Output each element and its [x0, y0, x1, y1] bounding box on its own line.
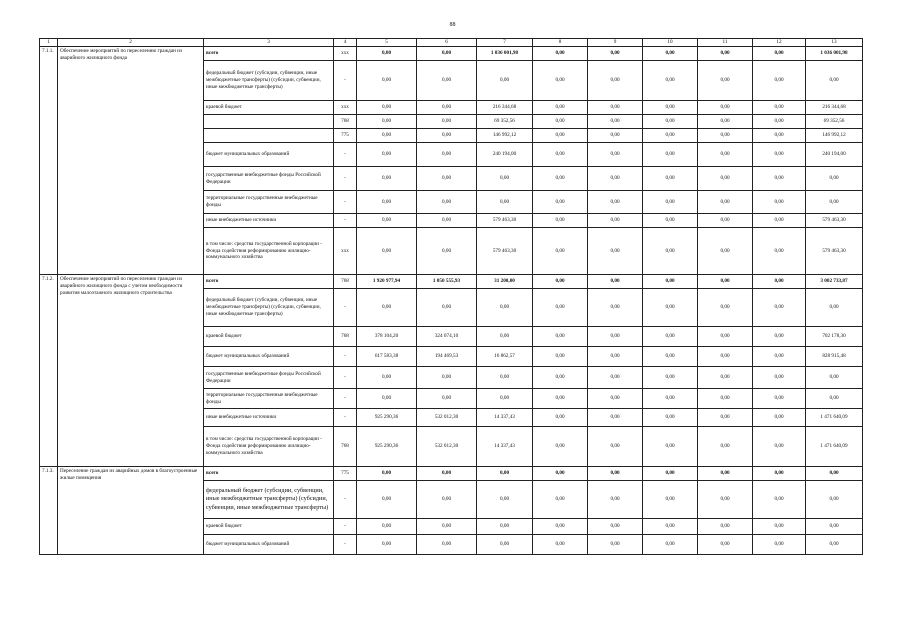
- funding-source: в том числе: средства государственной корпорации - Фонда содействия реформированию жилищно-коммунального хозяйства: [204, 427, 334, 467]
- value-cell: 0,00: [357, 389, 417, 409]
- value-cell: 1 050 555,93: [417, 275, 477, 289]
- column-number-header: [40, 39, 863, 47]
- value-cell: 0,00: [698, 535, 753, 555]
- value-cell: 0,00: [357, 228, 417, 275]
- value-cell: 0,00: [533, 519, 588, 535]
- value-cell: 0,00: [588, 275, 643, 289]
- value-cell: 0,00: [417, 47, 477, 61]
- funding-source: бюджет муниципальных образований: [204, 347, 334, 367]
- budget-code: 775: [334, 467, 357, 481]
- budget-code: -: [334, 347, 357, 367]
- column-number-6: 6: [417, 39, 477, 47]
- value-cell: 0,00: [698, 143, 753, 167]
- value-cell: 0,00: [753, 481, 806, 519]
- value-cell: 0,00: [357, 129, 417, 143]
- value-cell: 532 012,30: [417, 427, 477, 467]
- value-cell: 0,00: [698, 191, 753, 214]
- value-cell: 0,00: [753, 214, 806, 228]
- value-cell: 1 471 640,09: [806, 409, 863, 427]
- column-number-9: 9: [588, 39, 643, 47]
- value-cell: 0,00: [753, 409, 806, 427]
- funding-source: всего: [204, 47, 334, 61]
- value-cell: 0,00: [753, 327, 806, 347]
- value-cell: 0,00: [643, 275, 698, 289]
- value-cell: 14 337,43: [477, 427, 533, 467]
- column-number-4: 4: [334, 39, 357, 47]
- value-cell: 0,00: [357, 143, 417, 167]
- value-cell: 1 036 001,98: [806, 47, 863, 61]
- value-cell: 0,00: [753, 228, 806, 275]
- column-number-1: 1: [40, 39, 58, 47]
- value-cell: 0,00: [643, 519, 698, 535]
- value-cell: 0,00: [588, 535, 643, 555]
- value-cell: 0,00: [643, 427, 698, 467]
- value-cell: 0,00: [477, 191, 533, 214]
- funding-source: всего: [204, 467, 334, 481]
- value-cell: 0,00: [533, 327, 588, 347]
- value-cell: 69 352,56: [806, 115, 863, 129]
- funding-source: в том числе: средства государственной корпорации - Фонда содействия реформированию жилищно-коммунального хозяйства: [204, 228, 334, 275]
- value-cell: 0,00: [417, 61, 477, 101]
- value-cell: 0,00: [588, 115, 643, 129]
- funding-source: бюджет муниципальных образований: [204, 535, 334, 555]
- measure-name: Обеспечение мероприятий по переселению граждан из аварийного жилищного фонда с учетом необходимости развития малоэтажного жилищного строительства: [58, 275, 204, 467]
- budget-code: -: [334, 191, 357, 214]
- value-cell: 0,00: [753, 115, 806, 129]
- value-cell: 0,00: [806, 519, 863, 535]
- value-cell: 0,00: [533, 289, 588, 327]
- value-cell: 0,00: [753, 289, 806, 327]
- funding-source: краевой бюджет: [204, 327, 334, 347]
- value-cell: 0,00: [698, 47, 753, 61]
- value-cell: 0,00: [588, 347, 643, 367]
- value-cell: 0,00: [698, 167, 753, 191]
- value-cell: 0,00: [588, 367, 643, 389]
- value-cell: 0,00: [533, 129, 588, 143]
- value-cell: 0,00: [643, 327, 698, 347]
- value-cell: 0,00: [643, 143, 698, 167]
- value-cell: 0,00: [698, 481, 753, 519]
- value-cell: 0,00: [806, 467, 863, 481]
- value-cell: 0,00: [698, 409, 753, 427]
- value-cell: 0,00: [417, 481, 477, 519]
- value-cell: 0,00: [417, 535, 477, 555]
- value-cell: 14 337,43: [477, 409, 533, 427]
- value-cell: 0,00: [753, 519, 806, 535]
- value-cell: 1 471 640,09: [806, 427, 863, 467]
- budget-table: [39, 38, 863, 555]
- budget-code: -: [334, 214, 357, 228]
- value-cell: 0,00: [417, 167, 477, 191]
- value-cell: 31 200,00: [477, 275, 533, 289]
- value-cell: 617 583,38: [357, 347, 417, 367]
- value-cell: 0,00: [588, 467, 643, 481]
- value-cell: 146 992,12: [806, 129, 863, 143]
- budget-code: 768: [334, 275, 357, 289]
- value-cell: 0,00: [357, 467, 417, 481]
- budget-code: 768: [334, 115, 357, 129]
- value-cell: 0,00: [357, 101, 417, 115]
- value-cell: 0,00: [753, 191, 806, 214]
- value-cell: 0,00: [806, 481, 863, 519]
- value-cell: 0,00: [753, 167, 806, 191]
- value-cell: 0,00: [643, 167, 698, 191]
- value-cell: 194 469,53: [417, 347, 477, 367]
- value-cell: 0,00: [357, 289, 417, 327]
- value-cell: 0,00: [533, 275, 588, 289]
- funding-source: всего: [204, 275, 334, 289]
- value-cell: 925 290,36: [357, 409, 417, 427]
- budget-code: -: [334, 61, 357, 101]
- value-cell: 0,00: [806, 191, 863, 214]
- budget-code: 768: [334, 427, 357, 467]
- column-number-3: 3: [204, 39, 334, 47]
- value-cell: 0,00: [698, 289, 753, 327]
- value-cell: 0,00: [588, 327, 643, 347]
- value-cell: 0,00: [357, 519, 417, 535]
- funding-source: государственные внебюджетные фонды Российской Федерации: [204, 167, 334, 191]
- value-cell: 0,00: [477, 61, 533, 101]
- value-cell: 0,00: [357, 481, 417, 519]
- value-cell: 1 036 001,98: [477, 47, 533, 61]
- value-cell: 0,00: [698, 467, 753, 481]
- value-cell: 0,00: [357, 47, 417, 61]
- value-cell: 0,00: [753, 101, 806, 115]
- value-cell: 0,00: [477, 481, 533, 519]
- value-cell: 0,00: [477, 367, 533, 389]
- value-cell: 69 352,56: [477, 115, 533, 129]
- value-cell: 0,00: [753, 467, 806, 481]
- value-cell: 0,00: [643, 101, 698, 115]
- value-cell: 0,00: [643, 115, 698, 129]
- value-cell: 0,00: [698, 61, 753, 101]
- value-cell: 0,00: [477, 467, 533, 481]
- funding-source: территориальные государственные внебюджетные фонды: [204, 389, 334, 409]
- value-cell: 579 463,30: [477, 214, 533, 228]
- value-cell: 324 074,10: [417, 327, 477, 347]
- value-cell: 0,00: [698, 367, 753, 389]
- value-cell: 579 463,30: [806, 214, 863, 228]
- value-cell: 0,00: [643, 61, 698, 101]
- column-number-11: 11: [698, 39, 753, 47]
- value-cell: 0,00: [417, 389, 477, 409]
- funding-source: территориальные государственные внебюджетные фонды: [204, 191, 334, 214]
- value-cell: 0,00: [753, 535, 806, 555]
- value-cell: 0,00: [588, 143, 643, 167]
- item-number: 7.1.2.: [40, 275, 58, 467]
- value-cell: 0,00: [417, 214, 477, 228]
- funding-source: иные внебюджетные источники: [204, 214, 334, 228]
- budget-code: xxx: [334, 101, 357, 115]
- column-number-13: 13: [806, 39, 863, 47]
- value-cell: 0,00: [533, 467, 588, 481]
- value-cell: 0,00: [698, 115, 753, 129]
- value-cell: 0,00: [643, 347, 698, 367]
- value-cell: 0,00: [477, 289, 533, 327]
- value-cell: 0,00: [533, 191, 588, 214]
- value-cell: 0,00: [417, 143, 477, 167]
- value-cell: 0,00: [753, 47, 806, 61]
- value-cell: 0,00: [753, 61, 806, 101]
- value-cell: 216 344,68: [806, 101, 863, 115]
- column-number-12: 12: [753, 39, 806, 47]
- value-cell: 0,00: [643, 289, 698, 327]
- measure-name: Обеспечение мероприятий по переселению граждан из аварийного жилищного фонда: [58, 47, 204, 275]
- funding-source: федеральный бюджет (субсидии, субвенции, иные межбюджетные трансферты) (субсидии, субвенции, иные межбюджетные трансферты): [204, 289, 334, 327]
- value-cell: 0,00: [417, 115, 477, 129]
- value-cell: 0,00: [357, 214, 417, 228]
- funding-source: краевой бюджет: [204, 101, 334, 115]
- value-cell: 579 463,30: [806, 228, 863, 275]
- value-cell: 0,00: [588, 409, 643, 427]
- budget-code: -: [334, 409, 357, 427]
- value-cell: 0,00: [533, 101, 588, 115]
- value-cell: 0,00: [417, 228, 477, 275]
- value-cell: 0,00: [698, 427, 753, 467]
- value-cell: 0,00: [417, 289, 477, 327]
- value-cell: 0,00: [698, 101, 753, 115]
- value-cell: 0,00: [357, 191, 417, 214]
- value-cell: 0,00: [588, 129, 643, 143]
- budget-code: -: [334, 367, 357, 389]
- column-number-8: 8: [533, 39, 588, 47]
- budget-code: 768: [334, 327, 357, 347]
- value-cell: 0,00: [753, 427, 806, 467]
- value-cell: 0,00: [643, 367, 698, 389]
- table-row: [40, 275, 863, 289]
- value-cell: 0,00: [417, 191, 477, 214]
- budget-code: xxx: [334, 228, 357, 275]
- value-cell: 0,00: [643, 191, 698, 214]
- funding-source: краевой бюджет: [204, 519, 334, 535]
- value-cell: 0,00: [643, 467, 698, 481]
- value-cell: 16 862,57: [477, 347, 533, 367]
- value-cell: 0,00: [533, 481, 588, 519]
- value-cell: 0,00: [698, 327, 753, 347]
- value-cell: 0,00: [533, 167, 588, 191]
- value-cell: 532 012,30: [417, 409, 477, 427]
- budget-code: -: [334, 143, 357, 167]
- item-number: 7.1.3.: [40, 467, 58, 555]
- funding-source: [204, 115, 334, 129]
- page-number: 88: [449, 22, 456, 28]
- funding-source: федеральный бюджет (субсидии, субвенции, иные межбюджетные трансферты) (субсидии, субвенции, иные межбюджетные трансферты): [204, 61, 334, 101]
- value-cell: 0,00: [643, 409, 698, 427]
- value-cell: 0,00: [357, 61, 417, 101]
- budget-code: -: [334, 389, 357, 409]
- budget-code: -: [334, 289, 357, 327]
- value-cell: 0,00: [753, 367, 806, 389]
- funding-source: государственные внебюджетные фонды Российской Федерации: [204, 367, 334, 389]
- column-number-7: 7: [477, 39, 533, 47]
- value-cell: 0,00: [357, 535, 417, 555]
- value-cell: 0,00: [533, 427, 588, 467]
- item-number: 7.1.1.: [40, 47, 58, 275]
- value-cell: 0,00: [357, 167, 417, 191]
- value-cell: 240 194,00: [477, 143, 533, 167]
- value-cell: 0,00: [806, 367, 863, 389]
- value-cell: 0,00: [806, 289, 863, 327]
- column-number-2: 2: [58, 39, 204, 47]
- value-cell: 0,00: [533, 535, 588, 555]
- value-cell: 0,00: [698, 347, 753, 367]
- value-cell: 0,00: [357, 115, 417, 129]
- value-cell: 0,00: [533, 389, 588, 409]
- funding-source: федеральный бюджет (субсидии, субвенции, иные межбюджетные трансферты) (субсидии, субвенции, иные межбюджетные трансферты): [204, 481, 334, 519]
- value-cell: 925 290,36: [357, 427, 417, 467]
- value-cell: 378 104,20: [357, 327, 417, 347]
- value-cell: 0,00: [588, 47, 643, 61]
- value-cell: 0,00: [533, 367, 588, 389]
- budget-code: -: [334, 519, 357, 535]
- value-cell: 0,00: [417, 101, 477, 115]
- value-cell: 0,00: [698, 519, 753, 535]
- value-cell: 0,00: [588, 289, 643, 327]
- value-cell: 0,00: [533, 214, 588, 228]
- value-cell: 0,00: [417, 519, 477, 535]
- value-cell: 0,00: [643, 47, 698, 61]
- value-cell: 0,00: [753, 275, 806, 289]
- funding-source: [204, 129, 334, 143]
- value-cell: 0,00: [533, 347, 588, 367]
- value-cell: 0,00: [753, 129, 806, 143]
- value-cell: 0,00: [477, 389, 533, 409]
- table-row: [40, 47, 863, 61]
- value-cell: 828 915,48: [806, 347, 863, 367]
- value-cell: 0,00: [753, 143, 806, 167]
- value-cell: 702 178,30: [806, 327, 863, 347]
- value-cell: 1 920 977,94: [357, 275, 417, 289]
- value-cell: 0,00: [533, 115, 588, 129]
- value-cell: 0,00: [643, 389, 698, 409]
- budget-code: -: [334, 481, 357, 519]
- budget-code: -: [334, 167, 357, 191]
- table-row: [40, 467, 863, 481]
- value-cell: 0,00: [533, 143, 588, 167]
- value-cell: 0,00: [477, 519, 533, 535]
- value-cell: 0,00: [477, 167, 533, 191]
- funding-source: бюджет муниципальных образований: [204, 143, 334, 167]
- value-cell: 0,00: [588, 61, 643, 101]
- value-cell: 0,00: [753, 347, 806, 367]
- value-cell: 0,00: [477, 327, 533, 347]
- value-cell: 0,00: [698, 214, 753, 228]
- value-cell: 0,00: [533, 47, 588, 61]
- value-cell: 0,00: [588, 167, 643, 191]
- value-cell: 0,00: [698, 275, 753, 289]
- value-cell: 240 194,00: [806, 143, 863, 167]
- value-cell: 0,00: [588, 191, 643, 214]
- value-cell: 0,00: [698, 389, 753, 409]
- budget-code: 775: [334, 129, 357, 143]
- value-cell: 0,00: [698, 228, 753, 275]
- value-cell: 0,00: [357, 367, 417, 389]
- budget-code: -: [334, 535, 357, 555]
- value-cell: 3 002 733,87: [806, 275, 863, 289]
- value-cell: 579 463,30: [477, 228, 533, 275]
- value-cell: 0,00: [643, 129, 698, 143]
- value-cell: 0,00: [588, 481, 643, 519]
- value-cell: 0,00: [806, 535, 863, 555]
- value-cell: 216 344,68: [477, 101, 533, 115]
- value-cell: 0,00: [417, 467, 477, 481]
- funding-source: иные внебюджетные источники: [204, 409, 334, 427]
- budget-code: xxx: [334, 47, 357, 61]
- column-number-5: 5: [357, 39, 417, 47]
- value-cell: 0,00: [417, 129, 477, 143]
- value-cell: 0,00: [643, 228, 698, 275]
- measure-name: Переселение граждан из аварийных домов в благоустроенные жилые помещения: [58, 467, 204, 555]
- value-cell: 0,00: [588, 101, 643, 115]
- value-cell: 0,00: [806, 389, 863, 409]
- value-cell: 0,00: [588, 389, 643, 409]
- value-cell: 0,00: [533, 228, 588, 275]
- value-cell: 0,00: [643, 481, 698, 519]
- column-number-10: 10: [643, 39, 698, 47]
- value-cell: 0,00: [533, 61, 588, 101]
- value-cell: 0,00: [753, 389, 806, 409]
- value-cell: 0,00: [588, 519, 643, 535]
- value-cell: 0,00: [588, 214, 643, 228]
- value-cell: 0,00: [698, 129, 753, 143]
- value-cell: 0,00: [806, 61, 863, 101]
- value-cell: 0,00: [643, 214, 698, 228]
- value-cell: 0,00: [588, 228, 643, 275]
- value-cell: 0,00: [417, 367, 477, 389]
- value-cell: 146 992,12: [477, 129, 533, 143]
- value-cell: 0,00: [643, 535, 698, 555]
- value-cell: 0,00: [588, 427, 643, 467]
- value-cell: 0,00: [477, 535, 533, 555]
- value-cell: 0,00: [533, 409, 588, 427]
- value-cell: 0,00: [806, 167, 863, 191]
